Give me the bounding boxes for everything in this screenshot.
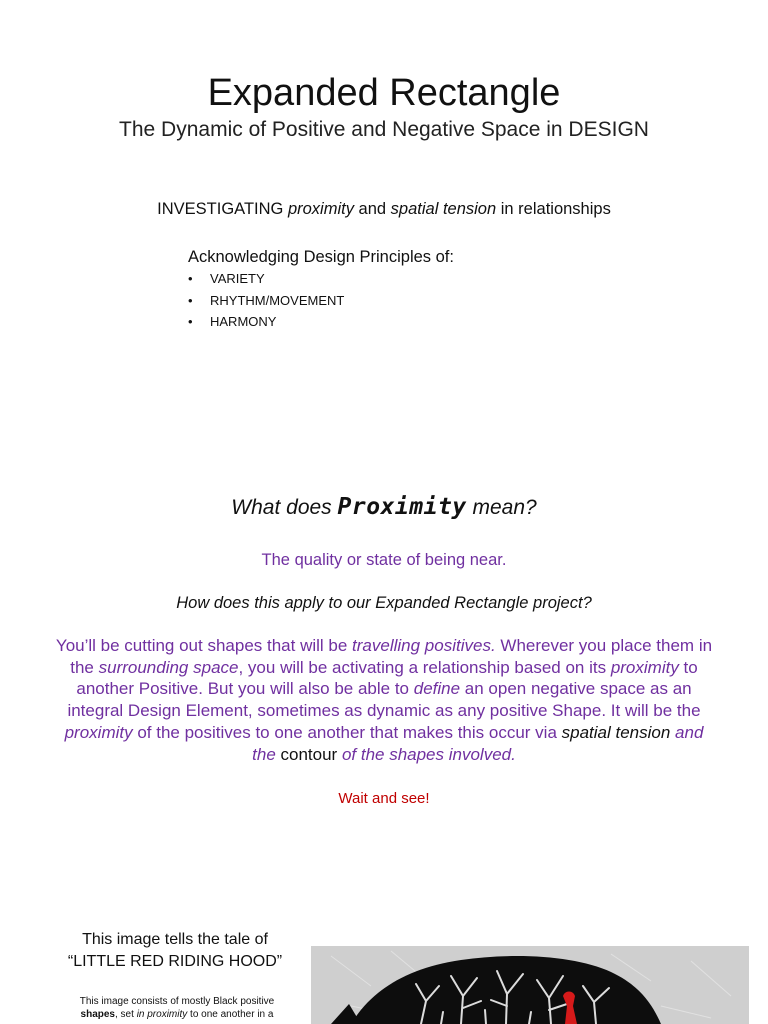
- principle-label: RHYTHM/MOVEMENT: [210, 292, 345, 308]
- tale-line: “LITTLE RED RIDING HOOD”: [67, 952, 283, 970]
- tale-line: This image tells the tale of: [82, 931, 268, 948]
- principle-label: HARMONY: [210, 314, 277, 329]
- investigating-and: and: [353, 200, 391, 218]
- para-emphasis: surrounding space: [98, 657, 239, 677]
- caption-text: , set: [115, 1008, 137, 1020]
- para-emphasis: of the shapes involved.: [337, 744, 516, 764]
- question-after: mean?: [466, 496, 537, 519]
- proximity-question: [0, 492, 768, 523]
- bullet: •: [188, 292, 193, 308]
- caption-text: to one another in a: [187, 1008, 274, 1020]
- para-emphasis: proximity: [64, 722, 133, 742]
- explanation-paragraph: [54, 635, 714, 765]
- para-emphasis: travelling positives.: [352, 636, 496, 655]
- caption-text: This image consists of mostly Black positive: [79, 996, 275, 1007]
- how-question: How does this apply to our Expanded Rectangle project?: [176, 594, 592, 612]
- bullet: •: [188, 314, 193, 329]
- para-text: an open negative space as an integral Design Element, sometimes as dynamic as any positive Shape. It will be the: [67, 679, 701, 721]
- question-word: Proximity: [337, 494, 467, 520]
- para-text: of the positives to one another that makes this occur via: [132, 722, 562, 742]
- wait-and-see: Wait and see!: [338, 790, 430, 807]
- principle-item: [188, 268, 344, 290]
- tale-caption: [40, 929, 310, 972]
- para-text-black: contour: [280, 744, 338, 764]
- para-text: to another Positive. But you will also be able to: [76, 657, 698, 699]
- investigating-tail: in relationships: [496, 200, 611, 218]
- red-riding-hood-artwork: [311, 946, 749, 1024]
- page-subtitle: The Dynamic of Positive and Negative Space in DESIGN: [119, 118, 649, 141]
- para-emphasis: and the: [252, 722, 704, 764]
- para-text: , you will be activating a relationship based on its: [238, 657, 611, 677]
- investigating-proximity: proximity: [287, 200, 354, 218]
- para-emphasis: proximity: [610, 657, 679, 677]
- para-text: You’ll be cutting out shapes that will be: [55, 636, 353, 655]
- page-title: Expanded Rectangle: [207, 72, 561, 114]
- investigating-text: INVESTIGATING: [157, 200, 288, 218]
- principles-list: [188, 268, 344, 333]
- principle-item: [188, 290, 344, 312]
- principle-label: VARIETY: [210, 271, 265, 286]
- caption-bold: shapes: [80, 1008, 115, 1020]
- question-before: What does: [231, 496, 338, 519]
- principles-heading: Acknowledging Design Principles of:: [188, 248, 454, 266]
- principle-item: [188, 311, 344, 333]
- para-emphasis-black: spatial tension: [561, 722, 671, 742]
- image-description: [64, 996, 290, 1021]
- investigating-line: [0, 198, 768, 220]
- caption-italic: in proximity: [136, 1008, 188, 1020]
- para-text: Wherever you place them in the: [70, 636, 713, 677]
- investigating-spatial-tension: spatial tension: [390, 200, 497, 218]
- definition-text: The quality or state of being near.: [261, 551, 507, 569]
- para-emphasis: define: [413, 679, 461, 699]
- bullet: •: [188, 271, 193, 286]
